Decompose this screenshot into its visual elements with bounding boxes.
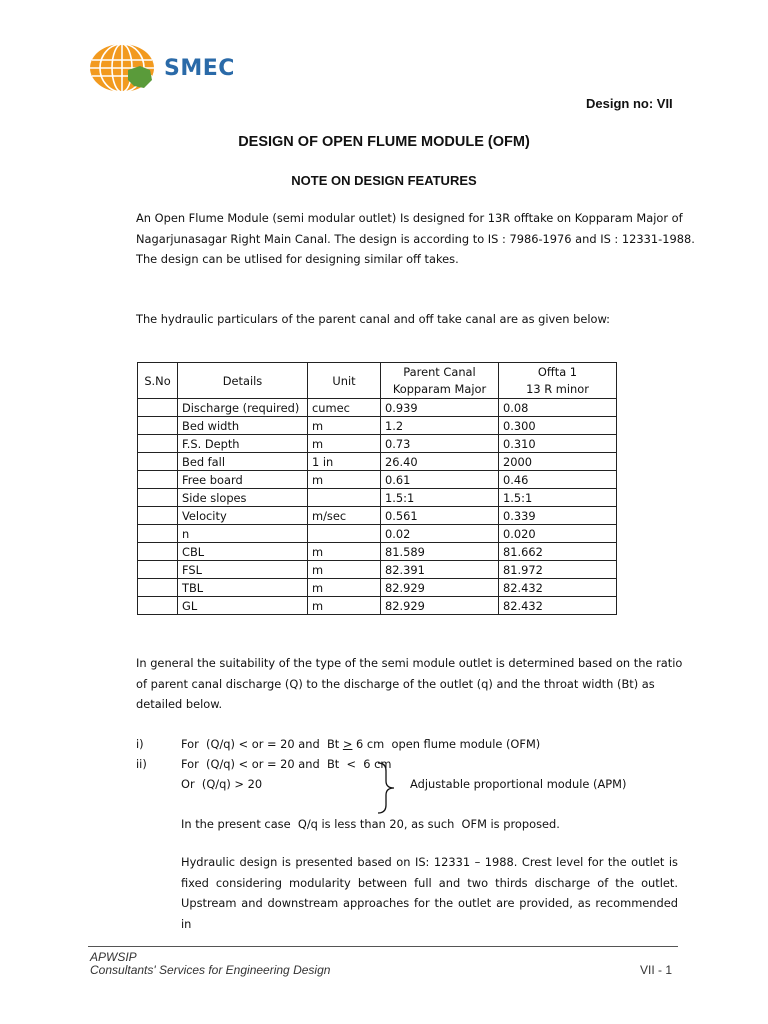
- condition-i-part: For (Q/q) < or = 20 and Bt: [181, 737, 343, 751]
- table-row: [138, 597, 617, 615]
- cell-details: FSL: [178, 561, 308, 579]
- condition-i-part: 6 cm open flume module (OFM): [352, 737, 541, 751]
- header-details: Details: [178, 363, 308, 399]
- cell-sno: [138, 561, 178, 579]
- cell-details: Free board: [178, 471, 308, 489]
- cell-details: Side slopes: [178, 489, 308, 507]
- table-row: [138, 453, 617, 471]
- table-row: [138, 561, 617, 579]
- globe-icon: [88, 40, 160, 96]
- intro-line: Nagarjunasagar Right Main Canal. The design is according to IS : 7986-1976 and IS : 12331-1988.: [136, 231, 695, 246]
- cell-offtake: 1.5:1: [499, 489, 617, 507]
- present-case: In the present case Q/q is less than 20, as such OFM is proposed.: [181, 817, 560, 831]
- curly-brace-icon: [374, 761, 402, 815]
- footer-description: Consultants' Services for Engineering Design: [90, 963, 331, 977]
- cell-sno: [138, 417, 178, 435]
- cell-offtake: 81.662: [499, 543, 617, 561]
- cell-unit: cumec: [308, 399, 381, 417]
- cell-details: F.S. Depth: [178, 435, 308, 453]
- design-number: Design no: VII: [586, 96, 673, 111]
- cell-offtake: 0.310: [499, 435, 617, 453]
- suitability-paragraph: [136, 653, 696, 715]
- cell-parent: 0.02: [381, 525, 499, 543]
- hydraulic-intro: The hydraulic particulars of the parent canal and off take canal are as given below:: [136, 312, 611, 326]
- logo: [88, 40, 248, 96]
- greater-equal-symbol: >: [342, 737, 353, 751]
- cell-sno: [138, 471, 178, 489]
- apm-text: Adjustable proportional module (APM): [410, 777, 627, 791]
- condition-i-text: [181, 737, 540, 751]
- header-parent-line: Parent Canal: [403, 364, 476, 379]
- cell-unit: [308, 525, 381, 543]
- page-title: DESIGN OF OPEN FLUME MODULE (OFM): [238, 134, 530, 150]
- table-row: [138, 417, 617, 435]
- hydraulic-design-line: Hydraulic design is presented based on IS: 12331 – 1988. Crest level for the outlet is: [181, 855, 678, 869]
- logo-text: SMEC: [164, 56, 235, 81]
- condition-or-text: Or (Q/q) > 20: [181, 777, 263, 791]
- header-parent-canal: [381, 363, 499, 399]
- intro-line: An Open Flume Module (semi modular outlet) Is designed for 13R offtake on Kopparam Major of: [136, 211, 683, 225]
- cell-sno: [138, 435, 178, 453]
- cell-unit: m: [308, 579, 381, 597]
- cell-sno: [138, 579, 178, 597]
- cell-offtake: 81.972: [499, 561, 617, 579]
- cell-unit: [308, 489, 381, 507]
- cell-details: Velocity: [178, 507, 308, 525]
- cell-details: CBL: [178, 543, 308, 561]
- cell-offtake: 2000: [499, 453, 617, 471]
- intro-paragraph: [136, 208, 696, 270]
- footer-org: APWSIP: [90, 950, 137, 964]
- intro-line: The design can be utlised for designing similar off takes.: [136, 252, 459, 266]
- cell-unit: m: [308, 597, 381, 615]
- header-sno: S.No: [138, 363, 178, 399]
- hydraulic-particulars-table: [137, 362, 617, 615]
- cell-unit: m: [308, 435, 381, 453]
- cell-offtake: 0.08: [499, 399, 617, 417]
- cell-details: Bed fall: [178, 453, 308, 471]
- table-row: [138, 579, 617, 597]
- cell-parent: 26.40: [381, 453, 499, 471]
- cell-unit: m: [308, 543, 381, 561]
- suitability-line: detailed below.: [136, 697, 223, 711]
- cell-sno: [138, 525, 178, 543]
- footer-rule: [88, 946, 678, 947]
- header-offtake: [499, 363, 617, 399]
- table-row: [138, 543, 617, 561]
- condition-i-label: i): [136, 737, 144, 751]
- cell-unit: m: [308, 471, 381, 489]
- cell-parent: 82.929: [381, 597, 499, 615]
- cell-unit: m: [308, 561, 381, 579]
- suitability-line: of parent canal discharge (Q) to the discharge of the outlet (q) and the throat width (Bt) as: [136, 676, 655, 691]
- cell-details: TBL: [178, 579, 308, 597]
- cell-parent: 82.391: [381, 561, 499, 579]
- cell-parent: 1.2: [381, 417, 499, 435]
- cell-parent: 0.73: [381, 435, 499, 453]
- table-row: [138, 489, 617, 507]
- suitability-line: In general the suitability of the type of the semi module outlet is determined based on the ratio: [136, 656, 683, 670]
- cell-details: n: [178, 525, 308, 543]
- cell-sno: [138, 543, 178, 561]
- cell-sno: [138, 399, 178, 417]
- cell-sno: [138, 453, 178, 471]
- hydraulic-design-paragraph: [181, 852, 678, 934]
- header-offtake-line: Offta 1: [537, 364, 578, 379]
- cell-details: Discharge (required): [178, 399, 308, 417]
- cell-sno: [138, 507, 178, 525]
- cell-details: GL: [178, 597, 308, 615]
- cell-offtake: 82.432: [499, 579, 617, 597]
- header-parent-line: Kopparam Major: [392, 381, 487, 396]
- cell-sno: [138, 597, 178, 615]
- cell-offtake: 0.339: [499, 507, 617, 525]
- cell-details: Bed width: [178, 417, 308, 435]
- hydraulic-design-line: Upstream and downstream approaches for the outlet are provided, as recommended in: [181, 896, 678, 931]
- table-row: [138, 435, 617, 453]
- header-unit: Unit: [308, 363, 381, 399]
- cell-offtake: 0.46: [499, 471, 617, 489]
- condition-ii-text: For (Q/q) < or = 20 and Bt < 6 cm: [181, 757, 392, 771]
- header-offtake-line: 13 R minor: [526, 381, 589, 396]
- cell-offtake: 82.432: [499, 597, 617, 615]
- cell-parent: 0.61: [381, 471, 499, 489]
- cell-parent: 81.589: [381, 543, 499, 561]
- cell-sno: [138, 489, 178, 507]
- cell-offtake: 0.300: [499, 417, 617, 435]
- table-row: [138, 471, 617, 489]
- cell-unit: m/sec: [308, 507, 381, 525]
- table-row: [138, 399, 617, 417]
- cell-parent: 0.561: [381, 507, 499, 525]
- condition-ii-label: ii): [136, 757, 147, 771]
- cell-parent: 1.5:1: [381, 489, 499, 507]
- table-row: [138, 507, 617, 525]
- cell-unit: 1 in: [308, 453, 381, 471]
- cell-offtake: 0.020: [499, 525, 617, 543]
- cell-parent: 82.929: [381, 579, 499, 597]
- table-row: [138, 525, 617, 543]
- hydraulic-design-line: fixed considering modularity between full and two thirds discharge of the outlet.: [181, 875, 678, 890]
- cell-unit: m: [308, 417, 381, 435]
- cell-parent: 0.939: [381, 399, 499, 417]
- section-subtitle: NOTE ON DESIGN FEATURES: [291, 173, 477, 188]
- page-number: VII - 1: [640, 963, 673, 977]
